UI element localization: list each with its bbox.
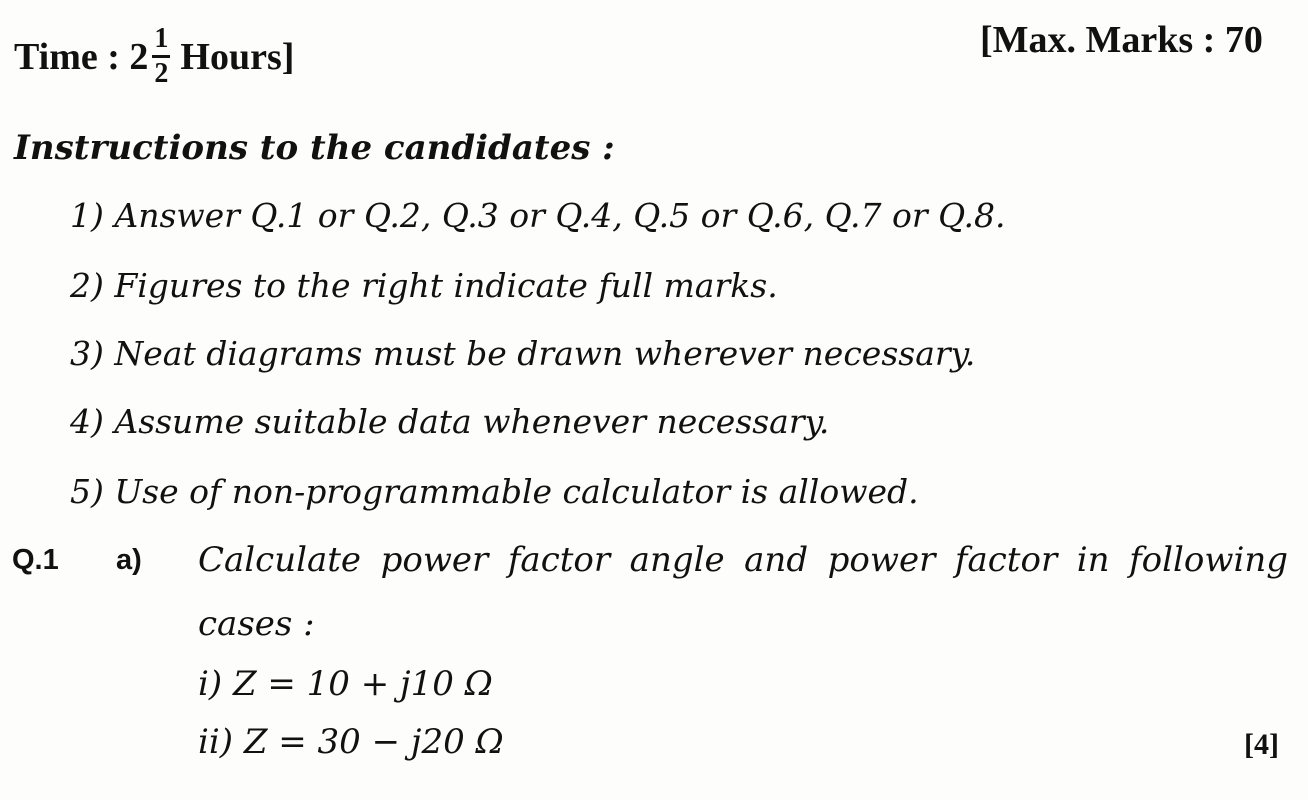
fraction-denominator: 2	[154, 58, 169, 89]
max-marks: [Max. Marks : 70	[980, 19, 1263, 61]
question-text-line1: Calculate power factor angle and power factor in following	[198, 540, 1288, 580]
time-header	[14, 24, 294, 89]
instruction-item: 3) Neat diagrams must be drawn wherever necessary.	[70, 334, 976, 373]
instruction-item: 4) Assume suitable data whenever necessary.	[70, 402, 830, 441]
time-fraction	[152, 24, 170, 89]
question-case-2: ii) Z = 30 − j20 Ω	[198, 722, 504, 762]
question-text-line2: cases :	[198, 604, 315, 644]
time-prefix: Time : 2	[14, 35, 149, 78]
time-suffix: Hours]	[180, 35, 295, 78]
instruction-item: 2) Figures to the right indicate full marks.	[70, 266, 778, 305]
instruction-item: 5) Use of non-programmable calculator is allowed.	[70, 472, 919, 511]
instruction-item: 1) Answer Q.1 or Q.2, Q.3 or Q.4, Q.5 or Q.6, Q.7 or Q.8.	[70, 196, 1006, 235]
question-part: a)	[116, 544, 142, 576]
fraction-numerator: 1	[154, 23, 169, 54]
question-number: Q.1	[12, 544, 59, 576]
question-marks: [4]	[1244, 728, 1279, 761]
question-case-1: i) Z = 10 + j10 Ω	[198, 664, 493, 704]
instructions-title: Instructions to the candidates :	[14, 128, 615, 168]
